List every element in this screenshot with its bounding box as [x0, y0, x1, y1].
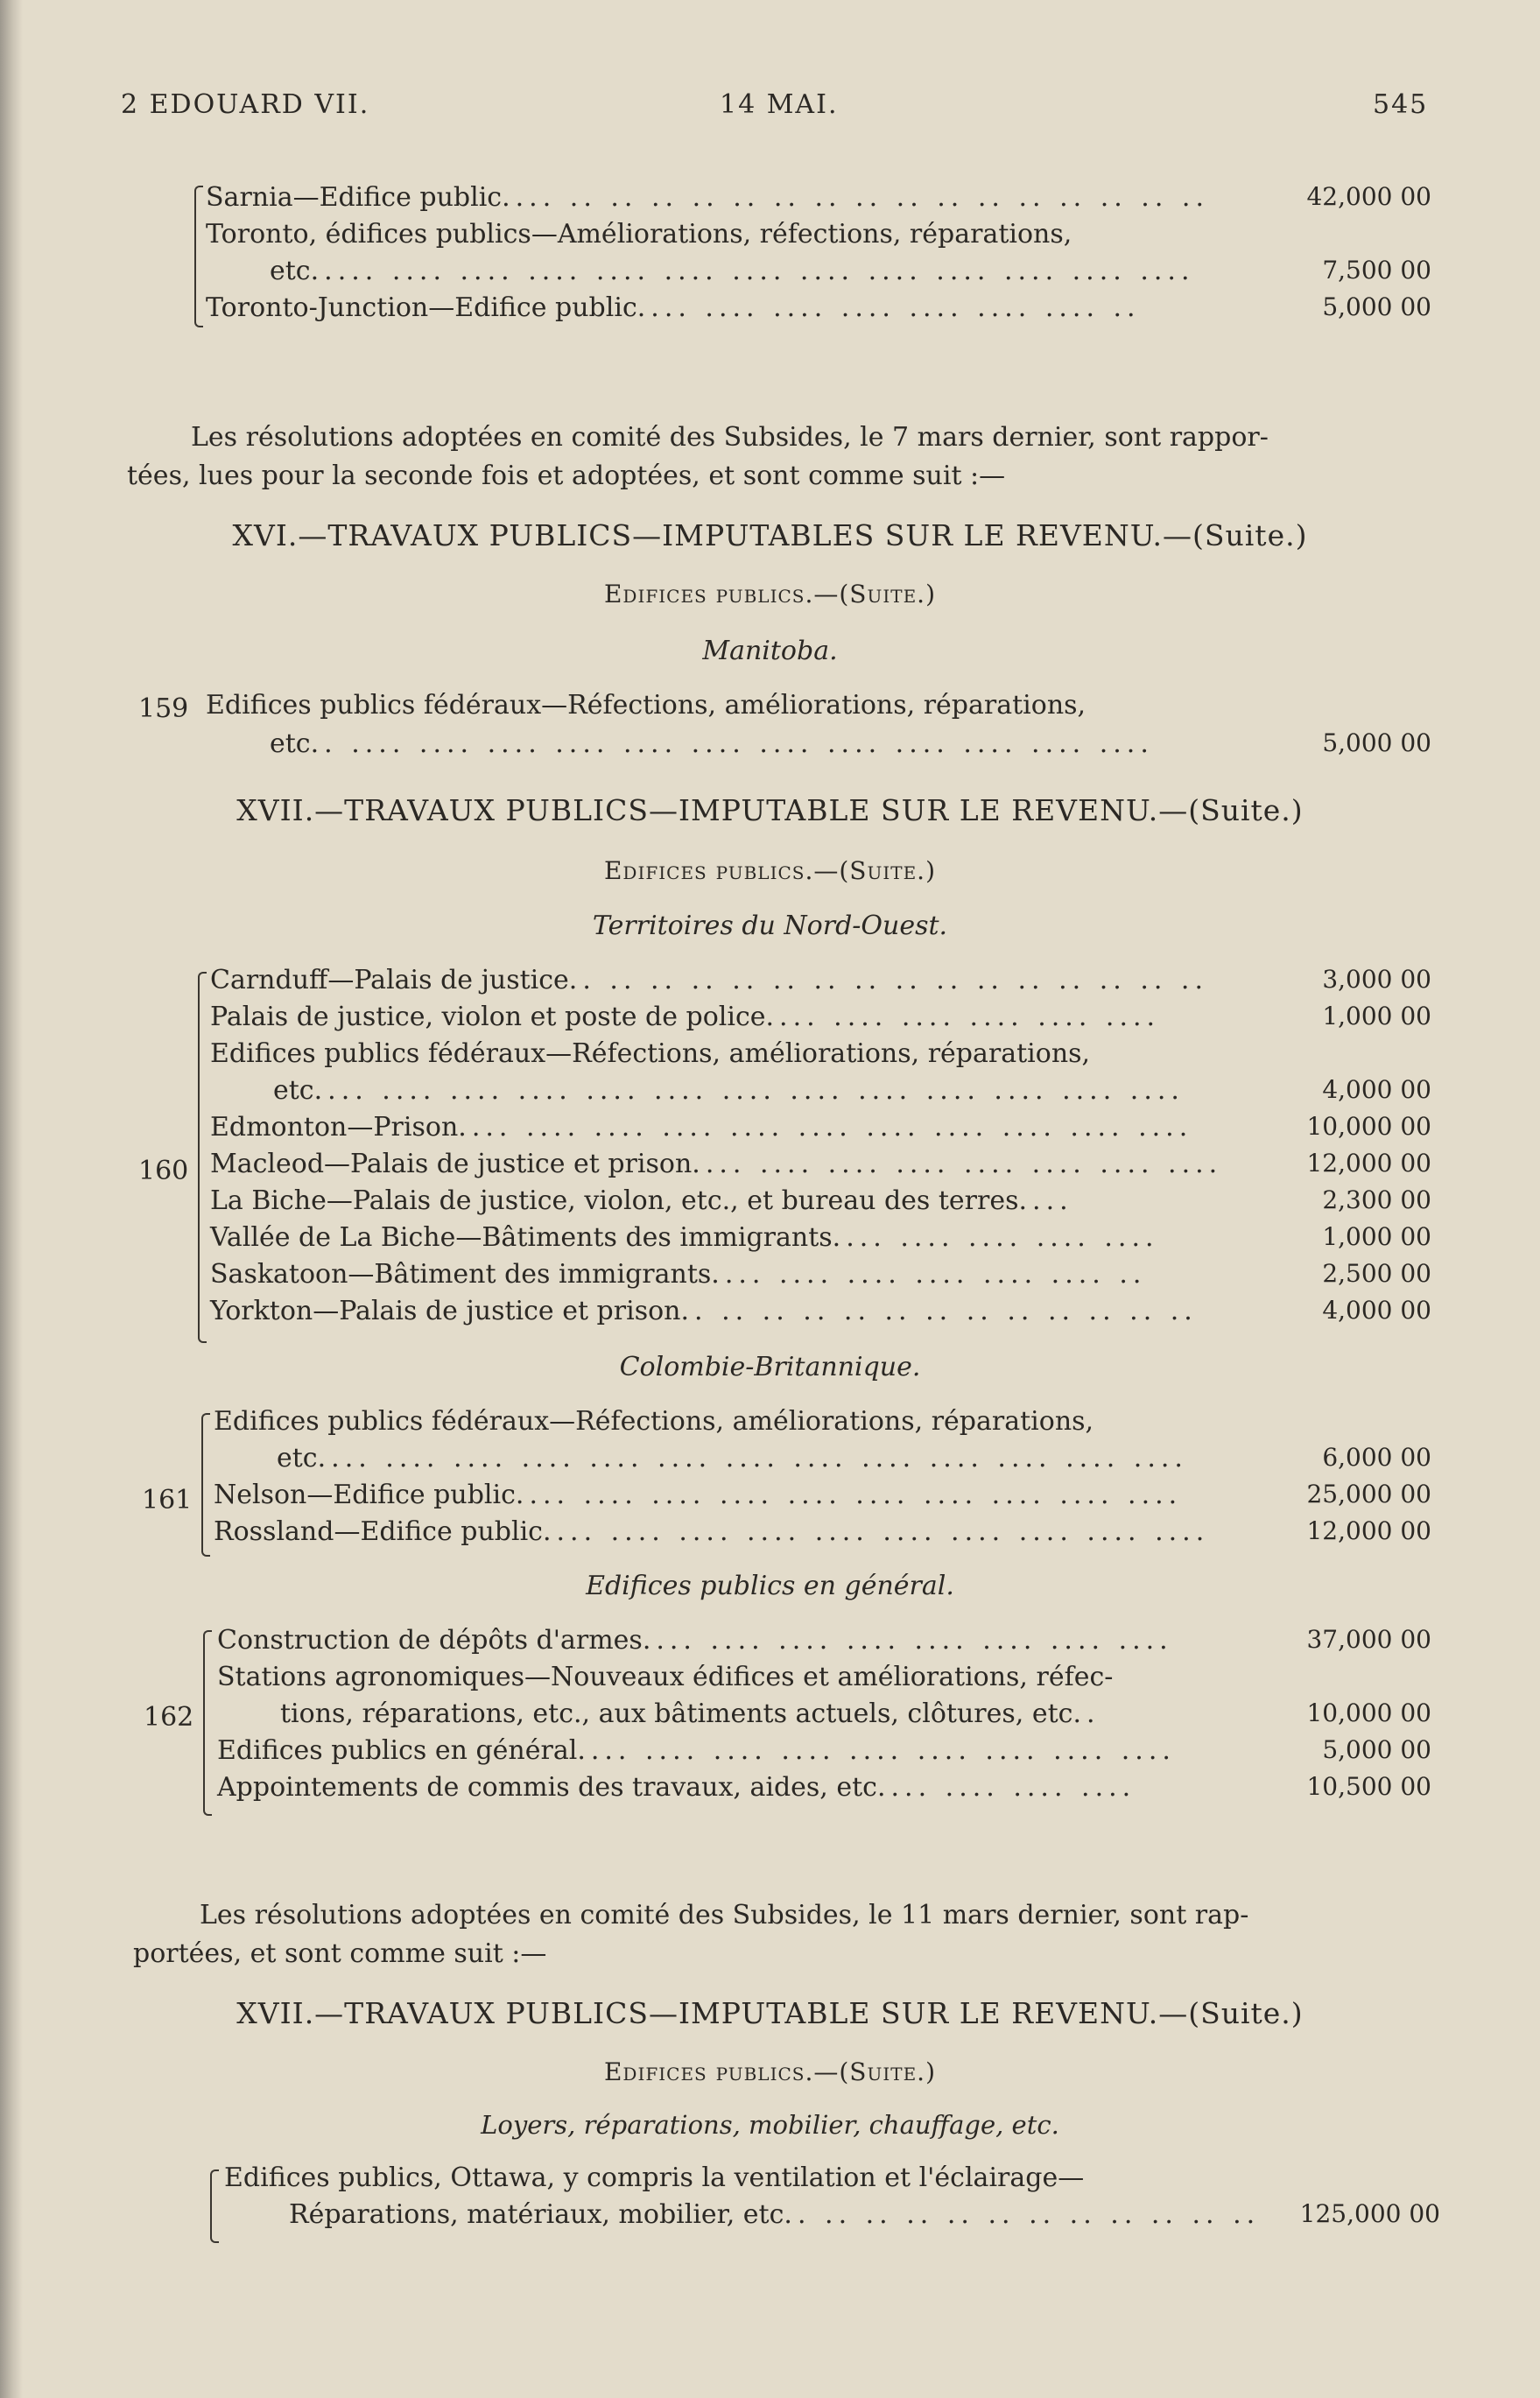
item-label [210, 965, 1208, 995]
item-label: etc [277, 1443, 318, 1473]
appropriation-row [0, 1075, 1540, 1112]
item-label [273, 1075, 1185, 1106]
item-label [217, 1735, 1176, 1766]
item-label: Sarnia—Edifice public [206, 182, 503, 213]
paragraph-line: Les résolutions adoptées en comité des Subsides, le 11 mars dernier, sont rap- [200, 1900, 1249, 1930]
leader-dots: .... .... .... .... .... .... .... .. [636, 292, 1141, 323]
running-head-left: 2 EDOUARD VII. [121, 89, 370, 120]
item-label [270, 728, 1154, 759]
item-label: Edifices publics fédéraux—Réfections, améliorations, réparations, [210, 1038, 1091, 1069]
amount: 2,300 00 [1322, 1185, 1431, 1214]
leader-dots: .... .... .... .... .... .... .... .... .... .... [542, 1516, 1210, 1547]
amount: 37,000 00 [1306, 1625, 1431, 1654]
appropriation-row [0, 1698, 1540, 1735]
item-label: Toronto-Junction—Edifice public [206, 292, 637, 323]
item-number: 162 [144, 1702, 194, 1733]
appropriation-row [0, 965, 1540, 1002]
leader-dots: .... .... .... .... .... .... .... .... .... .... .... [458, 1112, 1193, 1143]
appropriation-row [0, 1625, 1540, 1662]
leader-dots: .... .. .. .. .. .. .. .. .. .. .. .. .. .. .. .. .. [502, 182, 1209, 213]
section-heading: XVII.—TRAVAUX PUBLICS—IMPUTABLE SUR LE REVENU.—(Suite.) [236, 1996, 1304, 2030]
amount: 12,000 00 [1306, 1149, 1431, 1178]
amount: 4,000 00 [1322, 1296, 1431, 1325]
section-heading: XVI.—TRAVAUX PUBLICS—IMPUTABLES SUR LE REVENU.—(Suite.) [232, 518, 1308, 552]
appropriation-row [0, 219, 1540, 256]
paragraph-line: Les résolutions adoptées en comité des Subsides, le 7 mars dernier, sont rappor- [191, 422, 1269, 453]
appropriation-row [0, 182, 1540, 219]
item-label [289, 2199, 1260, 2230]
item-number: 159 [138, 693, 189, 724]
item-label [214, 1516, 1209, 1547]
item-label: Nelson—Edifice public [214, 1480, 516, 1510]
section-subheading: Edifices publics.—(Suite.) [603, 2057, 937, 2086]
item-label: Stations agronomiques—Nouveaux édifices et améliorations, réfec- [217, 1662, 1114, 1692]
item-label [217, 1772, 1136, 1803]
item-label [210, 1222, 1159, 1253]
item-label: Edmonton—Prison [210, 1112, 459, 1143]
amount: 7,500 00 [1322, 256, 1431, 285]
item-label: Edifices publics fédéraux—Réfections, améliorations, réparations, [206, 690, 1086, 721]
appropriation-row [0, 1002, 1540, 1038]
leader-dots: .... .... .... .... .... .... .... .... .... [577, 1735, 1176, 1766]
leader-dots: .... .... .... .... .... .... .... .... [642, 1625, 1173, 1656]
amount: 10,000 00 [1306, 1698, 1431, 1727]
item-label [217, 1625, 1173, 1656]
appropriation-row [0, 1222, 1540, 1259]
item-label: Edifices publics, Ottawa, y compris la ventilation et l'éclairage— [224, 2162, 1085, 2193]
subsection-heading: Loyers, réparations, mobilier, chauffage, etc. [481, 2110, 1059, 2140]
item-label: Construction de dépôts d'armes [217, 1625, 643, 1656]
amount: 3,000 00 [1322, 965, 1431, 994]
item-label: Yorkton—Palais de justice et prison [210, 1296, 681, 1326]
amount: 5,000 00 [1322, 1735, 1431, 1764]
appropriation-row [0, 2199, 1540, 2236]
item-label [277, 1443, 1188, 1473]
item-label: etc [270, 728, 311, 759]
appropriation-row [0, 728, 1540, 765]
item-label: Vallée de La Biche—Bâtiments des immigrants [210, 1222, 833, 1253]
amount: 42,000 00 [1306, 182, 1431, 211]
amount: 25,000 00 [1306, 1480, 1431, 1508]
appropriation-row [0, 1772, 1540, 1809]
appropriation-row [0, 1443, 1540, 1480]
leader-dots: .... .... .... .... .... .... .... .... [692, 1149, 1223, 1179]
item-label [210, 1259, 1146, 1290]
appropriation-row [0, 1149, 1540, 1185]
leader-dots: .... .... .... .... [876, 1772, 1136, 1803]
item-label: Appointements de commis des travaux, aides, etc [217, 1772, 877, 1803]
leader-dots: .. .. .. .. .. .. .. .. .. .. .. .. .. .. .. .. [568, 965, 1208, 995]
item-label: Carnduff—Palais de justice [210, 965, 569, 995]
amount: 1,000 00 [1322, 1002, 1431, 1030]
amount: 6,000 00 [1322, 1443, 1431, 1472]
leader-dots: .... .... .... .... .... .... .... .... .... .... [515, 1480, 1183, 1510]
appropriation-row [0, 1480, 1540, 1516]
item-label [210, 1149, 1222, 1179]
appropriation-row [0, 1259, 1540, 1296]
appropriation-row [0, 1662, 1540, 1698]
item-label: Palais de justice, violon et poste de police [210, 1002, 766, 1032]
appropriation-row [0, 1185, 1540, 1222]
amount: 10,500 00 [1306, 1772, 1431, 1801]
appropriation-row [0, 1735, 1540, 1772]
appropriation-row [0, 292, 1540, 329]
item-label: Toronto, édifices publics—Améliorations, réfections, réparations, [206, 219, 1072, 250]
section-heading: XVII.—TRAVAUX PUBLICS—IMPUTABLE SUR LE REVENU.—(Suite.) [236, 793, 1304, 827]
province-heading: Territoires du Nord-Ouest. [592, 911, 948, 941]
province-heading: Edifices publics en général. [586, 1571, 954, 1601]
appropriation-row [0, 2162, 1540, 2199]
amount: 12,000 00 [1306, 1516, 1431, 1545]
leader-dots: .... .... .... .... .... .... .... .... .... .... .... .... .... [313, 1075, 1185, 1106]
item-label [270, 256, 1194, 286]
running-head-center: 14 MAI. [720, 89, 839, 120]
item-label [206, 182, 1209, 213]
item-label: Edifices publics en général [217, 1735, 578, 1766]
amount: 5,000 00 [1322, 292, 1431, 321]
amount: 2,500 00 [1322, 1259, 1431, 1288]
item-label: Réparations, matériaux, mobilier, etc [289, 2199, 784, 2230]
item-label [210, 1296, 1198, 1326]
appropriation-row [0, 256, 1540, 292]
leader-dots: .... .... .... .... .... .... .... .... .... .... .... .... .... [317, 1443, 1188, 1473]
appropriation-row [0, 690, 1540, 727]
leader-dots: .. .. .. .. .. .. .. .. .. .. .. .. .. [680, 1296, 1198, 1326]
item-label [214, 1480, 1182, 1510]
item-label: etc [273, 1075, 314, 1106]
item-label: La Biche—Palais de justice, violon, etc., et bureau des terres [210, 1185, 1019, 1216]
item-label [206, 292, 1141, 323]
item-label [210, 1002, 1160, 1032]
amount: 10,000 00 [1306, 1112, 1431, 1141]
appropriation-row [0, 1516, 1540, 1553]
section-subheading: Edifices publics.—(Suite.) [603, 580, 937, 608]
amount: 4,000 00 [1322, 1075, 1431, 1104]
paragraph-line: portées, et sont comme suit :— [133, 1938, 547, 1969]
item-label: Saskatoon—Bâtiment des immigrants [210, 1259, 712, 1290]
page-number: 545 [1373, 89, 1429, 120]
leader-dots: .. .... .... .... .... .... .... .... .... .... .... .... .... [310, 728, 1154, 759]
appropriation-row [0, 1038, 1540, 1075]
province-heading: Manitoba. [702, 636, 838, 666]
item-label: tions, réparations, etc., aux bâtiments actuels, clôtures, etc [280, 1698, 1073, 1729]
leader-dots: .... .... .... .... .... [832, 1222, 1159, 1253]
item-label [280, 1698, 1101, 1729]
leader-dots: .... [1018, 1185, 1073, 1216]
item-label: Rossland—Edifice public [214, 1516, 543, 1547]
item-label [210, 1112, 1192, 1143]
section-subheading: Edifices publics.—(Suite.) [603, 856, 937, 885]
appropriation-row [0, 1112, 1540, 1149]
amount: 5,000 00 [1322, 728, 1431, 757]
paragraph-line: tées, lues pour la seconde fois et adoptées, et sont comme suit :— [127, 461, 1006, 491]
appropriation-row [0, 1296, 1540, 1333]
leader-dots: ..... .... .... .... .... .... .... .... .... .... .... .... .... [310, 256, 1195, 286]
leader-dots: .... .... .... .... .... .... .. [711, 1259, 1147, 1290]
item-number: 160 [138, 1156, 189, 1186]
leader-dots: .. .. .. .. .. .. .. .. .. .. .. .. [784, 2199, 1261, 2230]
leader-dots: .... .... .... .... .... .... [765, 1002, 1161, 1032]
leader-dots: .. [1072, 1698, 1101, 1729]
item-number: 161 [142, 1485, 193, 1515]
amount: 125,000 00 [1299, 2199, 1440, 2228]
province-heading: Colombie-Britannique. [619, 1352, 921, 1382]
item-label: Edifices publics fédéraux—Réfections, améliorations, réparations, [214, 1406, 1094, 1437]
item-label: Macleod—Palais de justice et prison [210, 1149, 693, 1179]
item-label [210, 1185, 1073, 1216]
amount: 1,000 00 [1322, 1222, 1431, 1251]
item-label: etc [270, 256, 311, 286]
appropriation-row [0, 1406, 1540, 1443]
